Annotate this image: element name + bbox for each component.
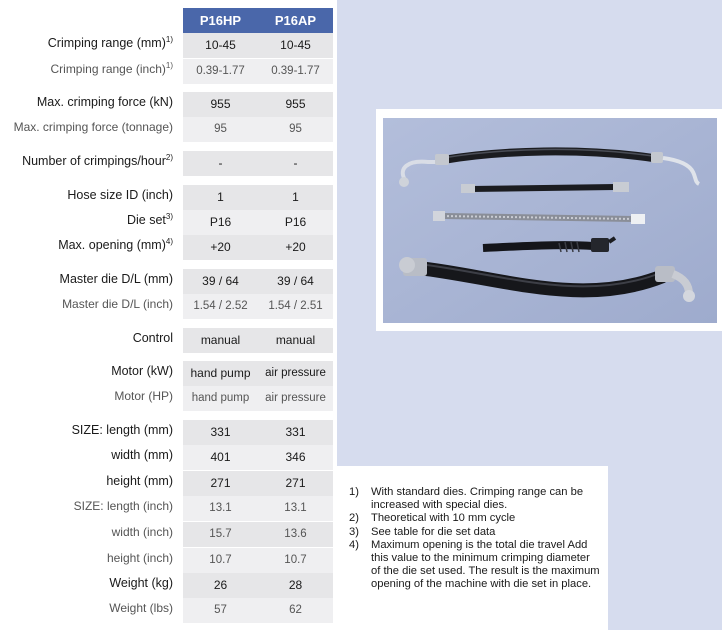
footnote-number: 1) [349,486,359,498]
cell-p16hp: hand pump [183,386,258,411]
footnote-text: Theoretical with 10 mm cycle [371,512,516,525]
footnote-ref: 4) [165,237,173,246]
cell-p16ap: 331 [258,420,333,445]
cell-p16hp: 26 [183,573,258,598]
row-label-text: Master die D/L (mm) [59,272,173,286]
cell-p16hp: - [183,151,258,176]
cell-p16ap: 1 [258,185,333,210]
row-label [60,272,173,286]
row-label [107,551,173,565]
row-label [127,213,173,227]
cell-p16ap: 28 [258,573,333,598]
group-separator [258,144,333,148]
column-p16hp [183,8,258,630]
group-separator [183,262,258,266]
row-label-text: Control [132,331,173,345]
row-label [62,297,173,311]
row-label-text: Number of crimpings/hour [22,154,166,168]
row-label-text: Max. crimping force (tonnage) [13,120,173,134]
row-label [74,499,173,513]
group-separator [258,262,333,266]
footnote-text: See table for die set data [371,525,496,538]
footnote-ref: 1) [165,35,173,44]
row-label-text: SIZE: length (inch) [73,499,173,513]
row-label-text: Crimping range (mm) [47,36,166,50]
cell-p16hp: 401 [183,445,258,470]
footnote-text: With standard dies. Crimping range can be increased with special dies. [371,486,584,512]
group-separator [258,86,333,90]
footnote-text: Maximum opening is the total die travel Add this value to the minimum crimping diameter of the die set used. The result is the maximum opening of the machine with die set in place. [371,538,600,591]
cell-p16ap: 955 [258,92,333,117]
cell-p16hp: 10-45 [183,33,258,58]
cell-p16hp: hand pump [183,361,258,386]
footnote-number: 4) [349,538,359,551]
cell-p16ap: 13.6 [258,522,333,547]
cell-p16ap: 271 [258,471,333,496]
footnote-ref: 1) [165,61,173,70]
cell-p16hp: +20 [183,235,258,260]
cell-p16ap: - [258,151,333,176]
row-label [111,364,173,378]
cell-p16hp: 331 [183,420,258,445]
cell-p16hp: manual [183,328,258,353]
row-label-text: Max. opening (mm) [58,238,166,252]
cell-p16ap: 39 / 64 [258,269,333,294]
row-label [114,389,173,403]
cell-p16hp: 15.7 [183,522,258,547]
row-label [37,95,173,109]
row-label [58,238,173,252]
cell-p16ap: air pressure [258,361,333,386]
row-label [14,120,173,134]
footnote-ref: 2) [165,153,173,162]
footnote-item [349,539,601,592]
cell-p16ap: +20 [258,235,333,260]
hose-assemblies-photo [383,118,717,323]
row-label-text: Crimping range (inch) [50,62,166,76]
row-label-text: SIZE: length (mm) [71,423,173,437]
cell-p16hp: 0.39-1.77 [183,59,258,84]
cell-p16ap: 1.54 / 2.51 [258,294,333,319]
cell-p16ap: 10-45 [258,33,333,58]
row-label [106,474,173,488]
column-p16ap [258,8,333,630]
footnote-ref: 3) [165,212,173,221]
group-separator [183,355,258,359]
row-label [133,331,173,345]
cell-p16hp: 57 [183,598,258,623]
footnote-item [349,512,601,525]
cell-p16hp: 13.1 [183,496,258,521]
cell-p16hp: 1.54 / 2.52 [183,294,258,319]
group-separator [183,144,258,148]
group-separator [183,86,258,90]
row-label [72,423,173,437]
cell-p16ap: 95 [258,117,333,142]
row-label [111,448,173,462]
cell-p16hp: 271 [183,471,258,496]
cell-p16ap: 62 [258,598,333,623]
row-label-text: Hose size ID (inch) [67,188,173,202]
footnote-number: 2) [349,512,359,525]
group-separator [183,413,258,417]
row-label-text: Master die D/L (inch) [62,297,173,311]
cell-p16ap: air pressure [258,386,333,411]
footnotes-list [349,486,601,592]
row-label-text: Die set [126,213,166,227]
cell-p16ap: 0.39-1.77 [258,59,333,84]
cell-p16ap: 10.7 [258,548,333,573]
cell-p16hp: 95 [183,117,258,142]
group-separator [183,178,258,182]
footnote-number: 3) [349,525,359,538]
cell-p16hp: 1 [183,185,258,210]
row-label [67,188,173,202]
cell-p16hp: 955 [183,92,258,117]
header-p16hp: P16HP [183,8,258,33]
cell-p16ap: P16 [258,210,333,235]
cell-p16ap: 13.1 [258,496,333,521]
cell-p16hp: P16 [183,210,258,235]
hose-assemblies-illustration [383,118,717,323]
footnotes [337,466,608,630]
cell-p16ap: manual [258,328,333,353]
cell-p16ap: 346 [258,445,333,470]
row-label-text: Motor (kW) [111,364,173,378]
cell-p16hp: 10.7 [183,548,258,573]
row-label [22,154,173,168]
header-p16ap: P16AP [258,8,333,33]
row-label-text: Max. crimping force (kN) [36,95,173,109]
row-label [50,62,173,76]
group-separator [258,321,333,325]
group-separator [258,178,333,182]
row-label [109,576,173,590]
group-separator [183,321,258,325]
cell-p16hp: 39 / 64 [183,269,258,294]
row-label [112,525,173,539]
row-label [48,36,173,50]
footnote-item [349,526,601,539]
row-label-text: width (inch) [111,525,173,539]
group-separator [258,413,333,417]
row-label-text: Weight (kg) [109,576,173,590]
footnote-item [349,486,601,512]
group-separator [258,355,333,359]
row-label-text: height (inch) [106,551,173,565]
row-label [109,601,173,615]
row-label-text: Weight (lbs) [109,601,173,615]
row-label-text: Motor (HP) [114,389,173,403]
row-label-text: height (mm) [106,474,173,488]
row-label-text: width (mm) [111,448,173,462]
